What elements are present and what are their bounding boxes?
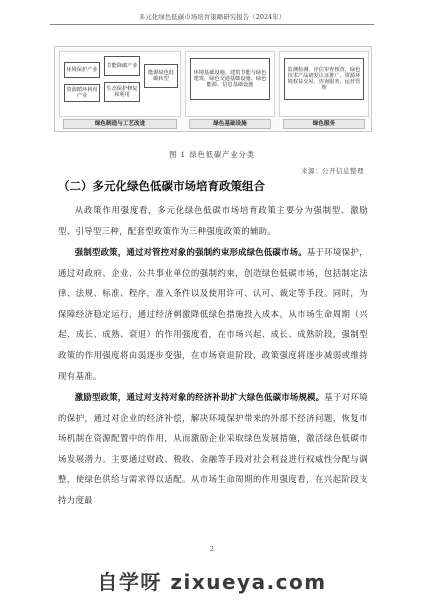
figure-box: 环境保护产业 xyxy=(64,62,100,78)
paragraph-intro: 从政策作用强度看，多元化绿色低碳市场培育政策主要分为强制型、激励型、引导型三种，配套型政策作为三种强度政策的辅助。 xyxy=(58,205,368,236)
paragraph-body: 基于环境保护，通过对政府、企业、公共事业单位的强制约束，创造绿色低碳市场，包括制定法律、法规、标准、程序，准入条件以及使用许可、认可、裁定等手段。同时，为保障经济稳定运行，通过经济刺激降低绿色措施投入成本。从市场生命周期（兴起、成长、成熟、衰退）的作用强度看，在市场兴起、成长、成熟阶段，强制型政策的作用强度将由弱逐步变强，在市场衰退阶段，政策强度将逐步减弱或维持现有基准。 xyxy=(58,247,368,381)
paragraph-body: 基于对环境的保护，通过对企业的经济补偿，解决环境保护带来的外部不经济问题，恢复市场机制在资源配置中的作用，从而激励企业采取绿色发展措施，激活绿色低碳市场发展潜力。主要通过财政、税收、金融等手段对社会利益进行权威性分配与调整，使绿色供给与需求得以适配。从市场生命周期的作用强度看，在兴起阶段支持力度最 xyxy=(58,392,368,505)
figure-title: 图 1 绿色低碳产业分类 xyxy=(169,150,255,159)
figure-box: 生态保护修复和利用 xyxy=(104,82,140,102)
page-number: 2 xyxy=(209,545,215,553)
paragraph-incentive-policy xyxy=(58,387,368,511)
figure-group-label: 绿色基础设施 xyxy=(189,119,271,129)
figure-box: 资源循环利用产业 xyxy=(64,84,100,102)
section-heading: （二）多元化绿色低碳市场培育政策组合 xyxy=(58,179,265,193)
figure-group-label: 绿色制造与工艺改进 xyxy=(63,119,177,129)
figure-group-green-infrastructure xyxy=(185,51,275,117)
figure-source: 来源：公开信息整理 xyxy=(301,167,364,175)
industry-classification-figure xyxy=(54,46,372,132)
paragraph-lead: 强制型政策，通过对管控对象的强制约束形成绿色低碳市场。 xyxy=(74,247,307,257)
figure-group-label: 绿色服务 xyxy=(283,119,365,129)
figure-box: 监测检测、评估审查核查、绿色技术产品研发认证推广、资源环境权益交易、咨询服务、运营管理 xyxy=(284,58,364,100)
figure-box: 能源绿色低碳转型 xyxy=(144,64,178,88)
paragraph-mandatory-policy xyxy=(58,242,368,386)
paragraph-lead: 激励型政策，通过对支持对象的经济补助扩大绿色低碳市场规模。 xyxy=(74,392,325,402)
running-header: 多元化绿色低碳市场培育策略研究报告（2024年） xyxy=(50,12,374,25)
figure-box: 环境基础设施、建筑节能与绿色建筑、绿色交通基础设施、绿色能源、信息基础设施 xyxy=(190,58,270,100)
figure-group-green-manufacturing xyxy=(59,51,181,117)
site-watermark: 自学呀 zixueya.com xyxy=(0,561,424,600)
figure-box: 节能降碳产业 xyxy=(104,56,140,76)
figure-group-green-services xyxy=(279,51,369,117)
